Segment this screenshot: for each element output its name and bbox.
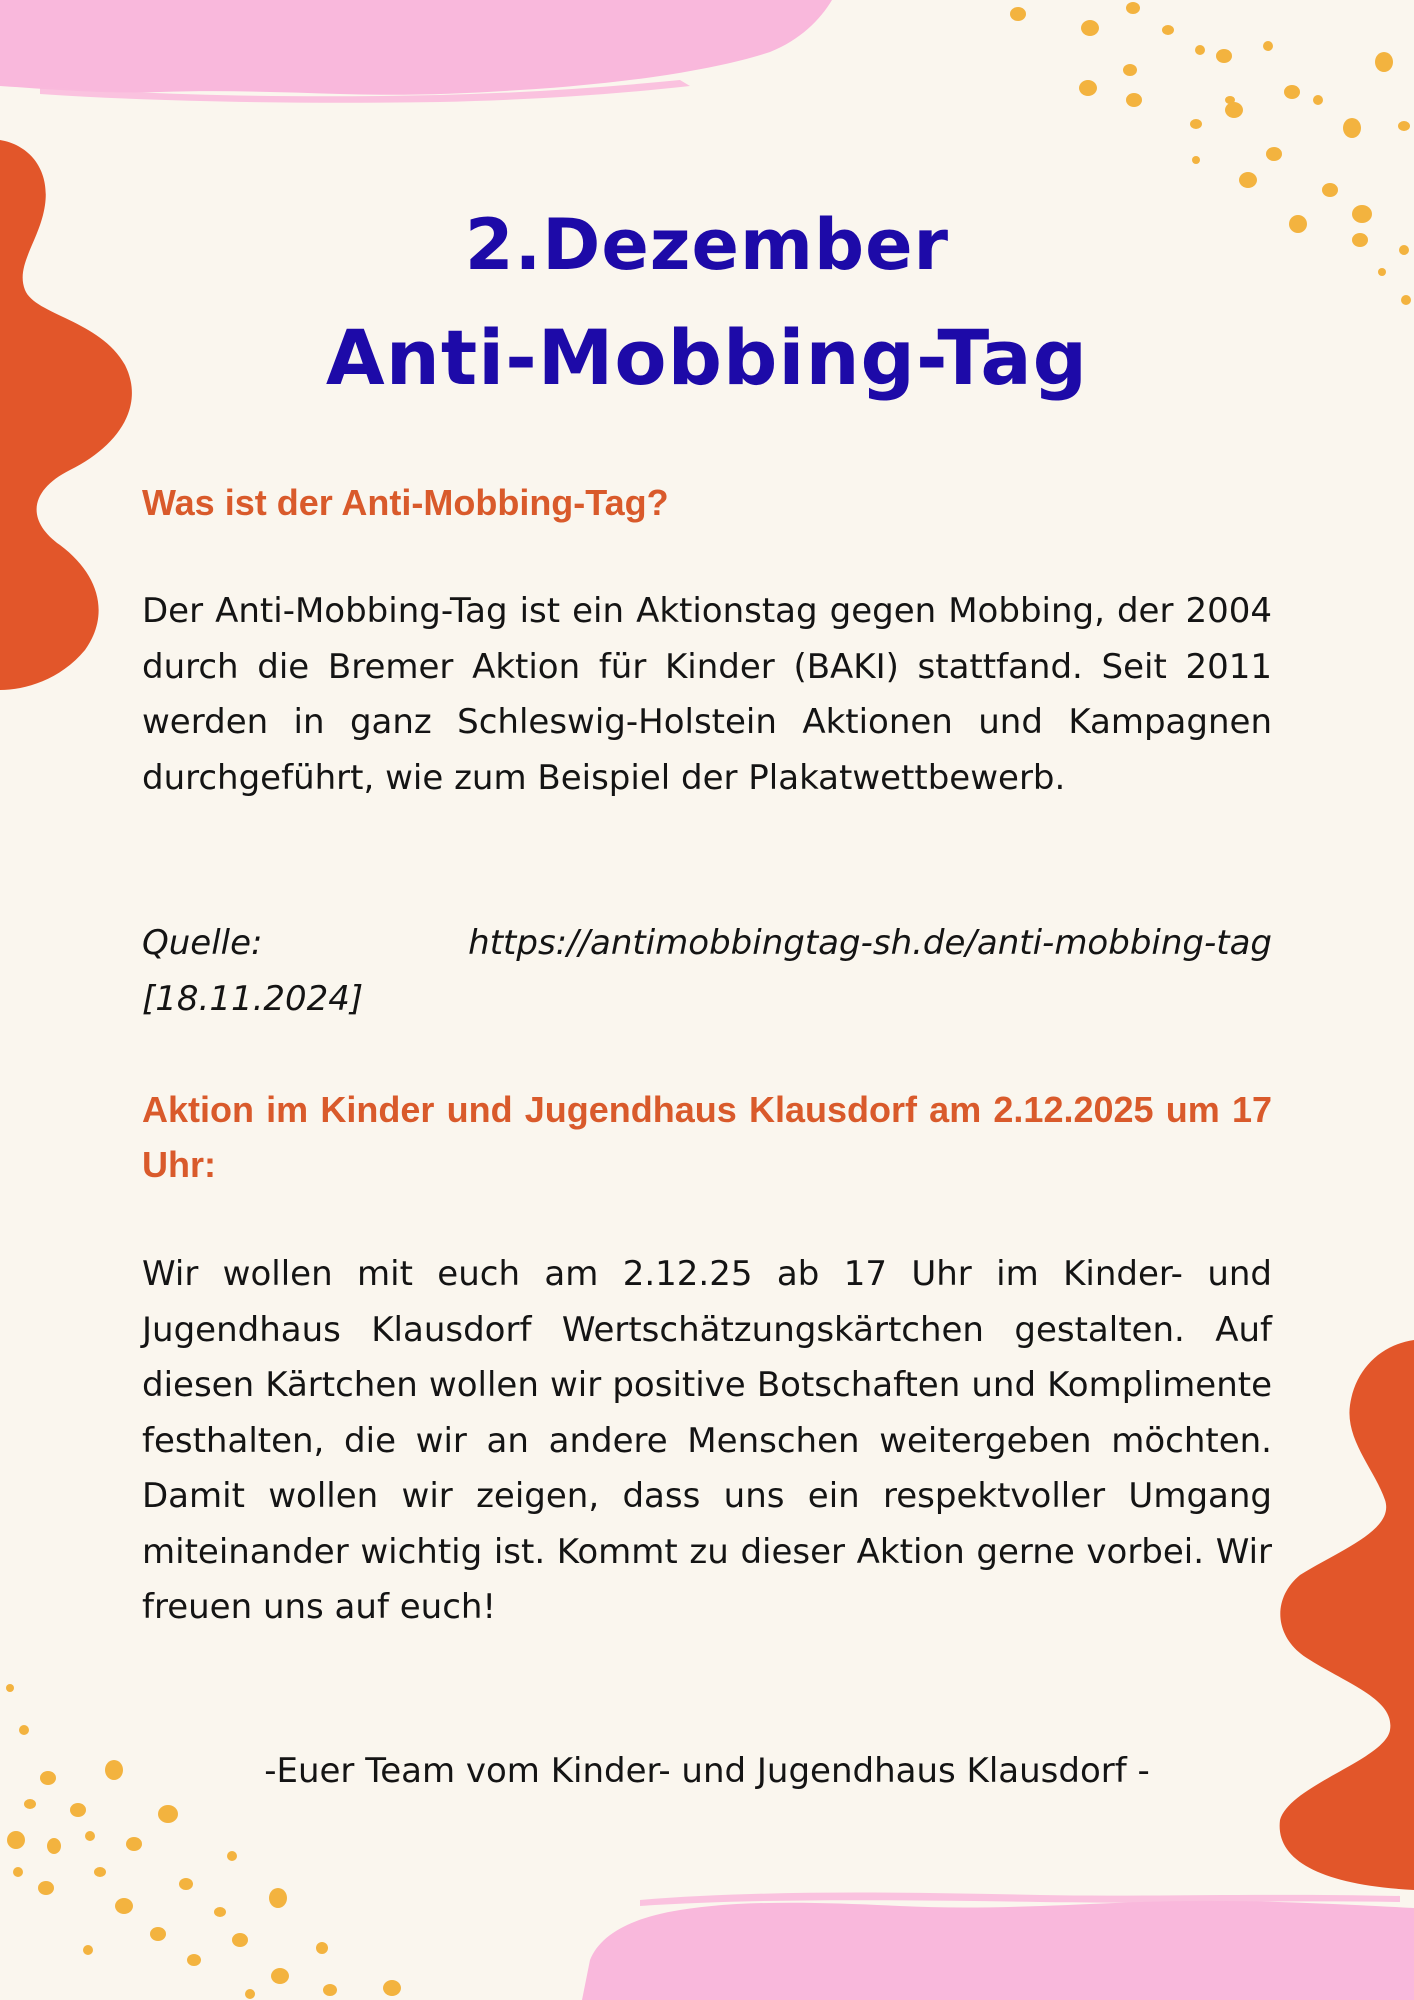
- section-heading-what-is: Was ist der Anti-Mobbing-Tag?: [142, 482, 669, 523]
- page-title-date: 2.Dezember: [464, 204, 950, 286]
- pink-brush-stroke-bottom: [582, 1901, 1414, 2000]
- pink-brush-stroke-top: [0, 0, 832, 95]
- section-heading-event: Aktion im Kinder und Jugendhaus Klausdorf am 2.12.2025 um 17 Uhr:: [142, 1089, 1272, 1185]
- orange-blob-right: [1280, 1340, 1414, 1890]
- signoff: -Euer Team vom Kinder- und Jugendhaus Klausdorf -: [264, 1751, 1150, 1791]
- page-title: Anti-Mobbing-Tag: [325, 313, 1089, 402]
- event-paragraph: Wir wollen mit euch am 2.12.25 ab 17 Uhr im Kinder- und Jugendhaus Klausdorf Wertschätzungskärtchen gestalten. Auf diesen Kärtchen wollen wir positive Botschaften und Komplimente festhalten, die wir an andere Menschen weitergeben möchten. Damit wollen wir zeigen, dass uns ein respektvoller Umgang miteinander wichtig ist. Kommt zu dieser Aktion gerne vorbei. Wir freuen uns auf euch!: [142, 1254, 1272, 1627]
- source-citation: Quelle: https://antimobbingtag-sh.de/anti-mobbing-tag [18.11.2024]: [142, 923, 1272, 1019]
- intro-paragraph: Der Anti-Mobbing-Tag ist ein Aktionstag gegen Mobbing, der 2004 durch die Bremer Aktion für Kinder (BAKI) stattfand. Seit 2011 werden in ganz Schleswig-Holstein Aktionen und Kampagnen durchgeführt, wie zum Beispiel der Plakatwettbewerb.: [142, 591, 1272, 798]
- yellow-dots-bottom-left: [6, 1684, 401, 1999]
